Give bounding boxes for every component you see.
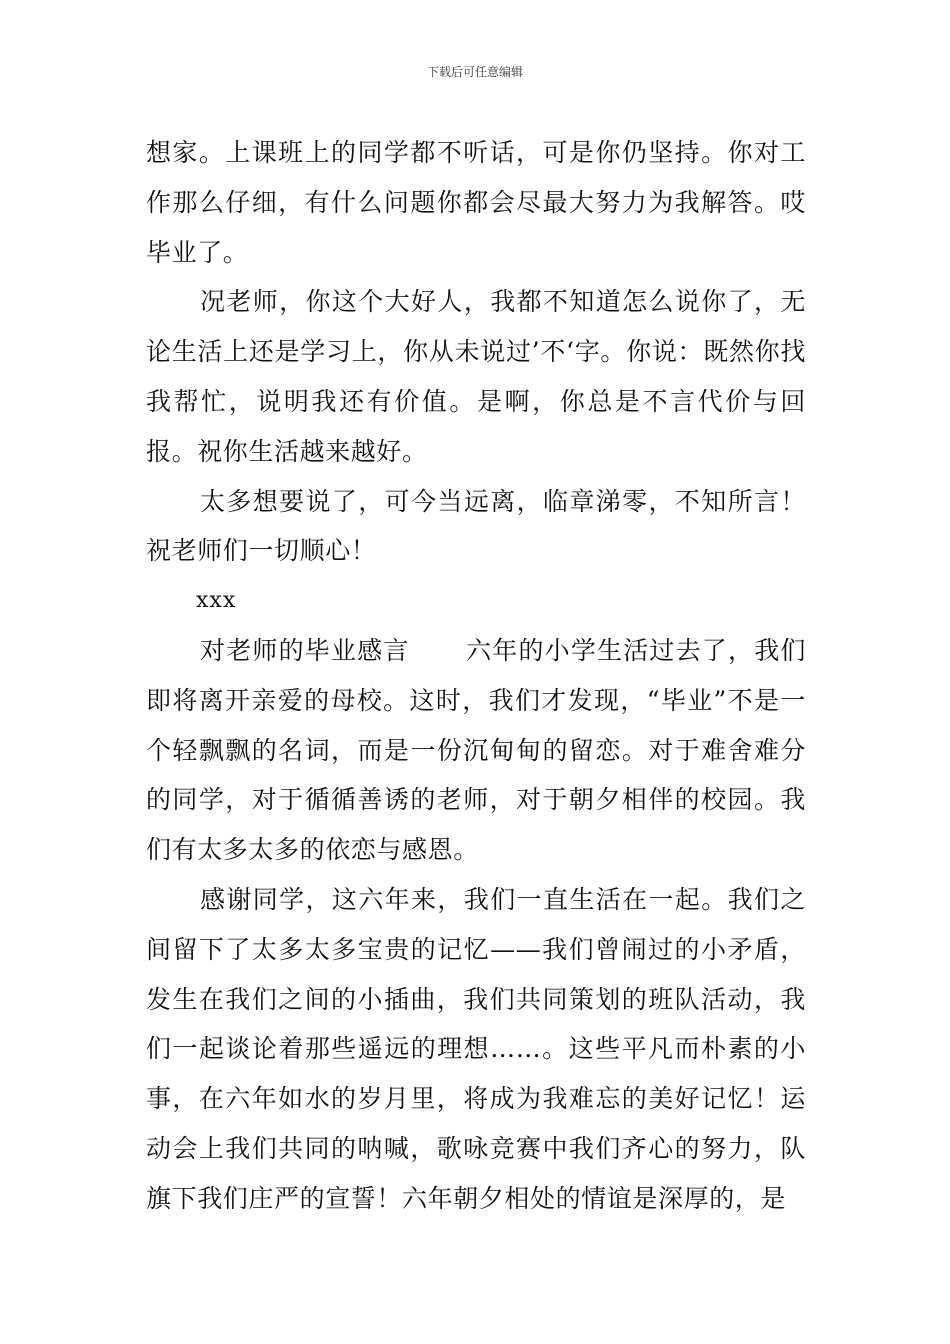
section-title: 对老师的毕业感言 [200, 635, 410, 665]
signature: xxx [196, 588, 237, 614]
document-body [146, 128, 806, 1224]
paragraph-4 [146, 626, 806, 875]
paragraph-2: 况老师，你这个大好人，我都不知道怎么说你了，无论生活上还是学习上，你从未说过’不‘字。你说：既然你找我帮忙，说明我还有价值。是啊，你总是不言代价与回报。祝你生活越来越好。 [146, 287, 806, 466]
page-header: 下载后可任意编辑 [426, 65, 523, 79]
paragraph-3: 太多想要说了，可今当远离，临章涕零，不知所言！祝老师们一切顺心！ [146, 486, 806, 566]
paragraph-1: 想家。上课班上的同学都不听话，可是你仍坚持。你对工作那么仔细，有什么问题你都会尽最大努力为我解答。哎毕业了。 [146, 138, 806, 267]
paragraph-5: 感谢同学，这六年来，我们一直生活在一起。我们之间留下了太多太多宝贵的记忆——我们曾闹过的小矛盾，发生在我们之间的小插曲，我们共同策划的班队活动，我们一起谈论着那些遥远的理想……。这些平凡而朴素的小事，在六年如水的岁月里，将成为我难忘的美好记忆！运动会上我们共同的呐喊，歌咏竞赛中我们齐心的努力，队旗下我们庄严的宣誓！六年朝夕相处的情谊是深厚的，是 [146, 884, 806, 1213]
paragraph-4-body: 六年的小学生活过去了，我们即将离开亲爱的母校。这时，我们才发现，“毕业”不是一个轻飘飘的名词，而是一份沉甸甸的留恋。对于难舍难分的同学，对于循循善诱的老师，对于朝夕相伴的校园。我们有太多太多的依恋与感恩。 [146, 635, 806, 865]
